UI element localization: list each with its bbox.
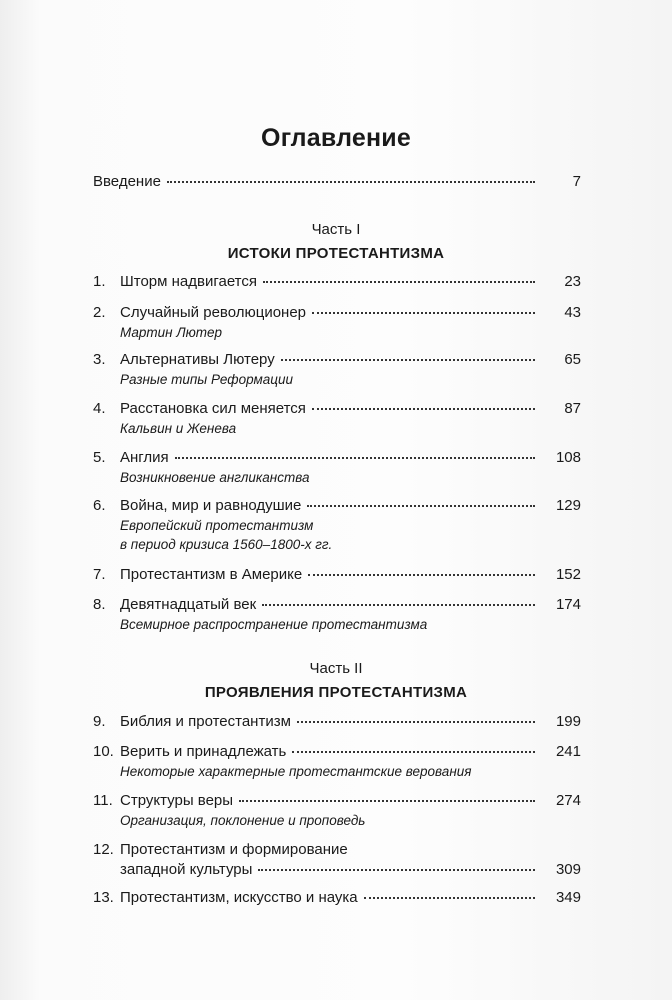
entry-number: 1. bbox=[93, 273, 106, 290]
entry-title: Девятнадцатый век bbox=[120, 596, 257, 613]
entry-title: Англия bbox=[120, 449, 169, 466]
toc-entry bbox=[93, 840, 581, 880]
entry-number: 13. bbox=[93, 889, 114, 906]
entry-page: 309 bbox=[555, 861, 581, 878]
entry-title: Введение bbox=[93, 173, 161, 190]
entry-page: 174 bbox=[555, 596, 581, 613]
entry-page: 274 bbox=[555, 792, 581, 809]
entry-page: 7 bbox=[572, 173, 581, 190]
entry-page: 43 bbox=[564, 304, 581, 321]
entry-subtitle: Мартин Лютер bbox=[120, 325, 223, 340]
dot-leader bbox=[258, 868, 535, 871]
toc-entry bbox=[93, 791, 581, 830]
part-2-label: Часть II bbox=[309, 660, 363, 677]
entry-title: Протестантизм и формирование bbox=[120, 841, 348, 858]
entry-subtitle: Возникновение англиканства bbox=[120, 470, 310, 485]
dot-leader bbox=[312, 311, 535, 314]
dot-leader bbox=[308, 573, 535, 576]
entry-number: 5. bbox=[93, 449, 106, 466]
entry-page: 23 bbox=[564, 273, 581, 290]
entry-subtitle-line-2: в период кризиса 1560–1800-х гг. bbox=[120, 537, 333, 552]
part-1-label: Часть I bbox=[311, 221, 361, 238]
entry-title: Расстановка сил меняется bbox=[120, 400, 306, 417]
toc-entry-intro bbox=[93, 172, 581, 192]
entry-page: 241 bbox=[555, 743, 581, 760]
entry-page: 199 bbox=[555, 713, 581, 730]
entry-number: 11. bbox=[93, 792, 113, 809]
entry-number: 10. bbox=[93, 743, 114, 760]
entry-number: 3. bbox=[93, 351, 106, 368]
entry-page: 108 bbox=[555, 449, 581, 466]
entry-title: Шторм надвигается bbox=[120, 273, 257, 290]
toc-entry bbox=[93, 742, 581, 781]
entry-title: Случайный революционер bbox=[120, 304, 307, 321]
dot-leader bbox=[307, 504, 535, 507]
dot-leader bbox=[239, 799, 535, 802]
entry-title: Библия и протестантизм bbox=[120, 713, 291, 730]
entry-title: Протестантизм, искусство и наука bbox=[120, 889, 358, 906]
entry-subtitle: Некоторые характерные протестантские верования bbox=[120, 764, 472, 779]
entry-page: 87 bbox=[564, 400, 581, 417]
toc-entry bbox=[93, 399, 581, 438]
toc-entry bbox=[93, 496, 581, 554]
dot-leader bbox=[292, 750, 535, 753]
dot-leader bbox=[297, 720, 535, 723]
entry-subtitle: Европейский протестантизм bbox=[120, 518, 314, 533]
entry-number: 9. bbox=[93, 713, 106, 730]
page-title: Оглавление bbox=[261, 124, 411, 152]
entry-subtitle: Кальвин и Женева bbox=[120, 421, 237, 436]
toc-entry bbox=[93, 595, 581, 634]
entry-subtitle: Разные типы Реформации bbox=[120, 372, 293, 387]
entry-number: 4. bbox=[93, 400, 106, 417]
toc-entry bbox=[93, 712, 581, 732]
toc-entry bbox=[93, 303, 581, 342]
entry-subtitle: Организация, поклонение и проповедь bbox=[120, 813, 366, 828]
part-1-title: ИСТОКИ ПРОТЕСТАНТИЗМА bbox=[227, 245, 445, 262]
toc-entry bbox=[93, 448, 581, 487]
dot-leader bbox=[175, 456, 535, 459]
entry-number: 12. bbox=[93, 841, 114, 858]
toc-entry bbox=[93, 565, 581, 585]
entry-number: 8. bbox=[93, 596, 106, 613]
entry-page: 129 bbox=[555, 497, 581, 514]
dot-leader bbox=[312, 407, 535, 410]
entry-title: Верить и принадлежать bbox=[120, 743, 287, 760]
entry-number: 2. bbox=[93, 304, 106, 321]
dot-leader bbox=[167, 180, 535, 183]
entry-page: 65 bbox=[564, 351, 581, 368]
entry-page: 152 bbox=[555, 566, 581, 583]
toc-entry bbox=[93, 350, 581, 389]
entry-title: Альтернативы Лютеру bbox=[120, 351, 275, 368]
entry-title-line-2: западной культуры bbox=[120, 861, 253, 878]
dot-leader bbox=[281, 358, 535, 361]
entry-title: Война, мир и равнодушие bbox=[120, 497, 302, 514]
dot-leader bbox=[364, 896, 535, 899]
entry-title: Протестантизм в Америке bbox=[120, 566, 303, 583]
entry-number: 6. bbox=[93, 497, 106, 514]
dot-leader bbox=[263, 280, 535, 283]
part-2-title: ПРОЯВЛЕНИЯ ПРОТЕСТАНТИЗМА bbox=[204, 684, 468, 701]
toc-entry bbox=[93, 888, 581, 908]
entry-subtitle: Всемирное распространение протестантизма bbox=[120, 617, 428, 632]
entry-page: 349 bbox=[555, 889, 581, 906]
entry-number: 7. bbox=[93, 566, 106, 583]
toc-entry bbox=[93, 272, 581, 292]
entry-title: Структуры веры bbox=[120, 792, 234, 809]
dot-leader bbox=[262, 603, 535, 606]
